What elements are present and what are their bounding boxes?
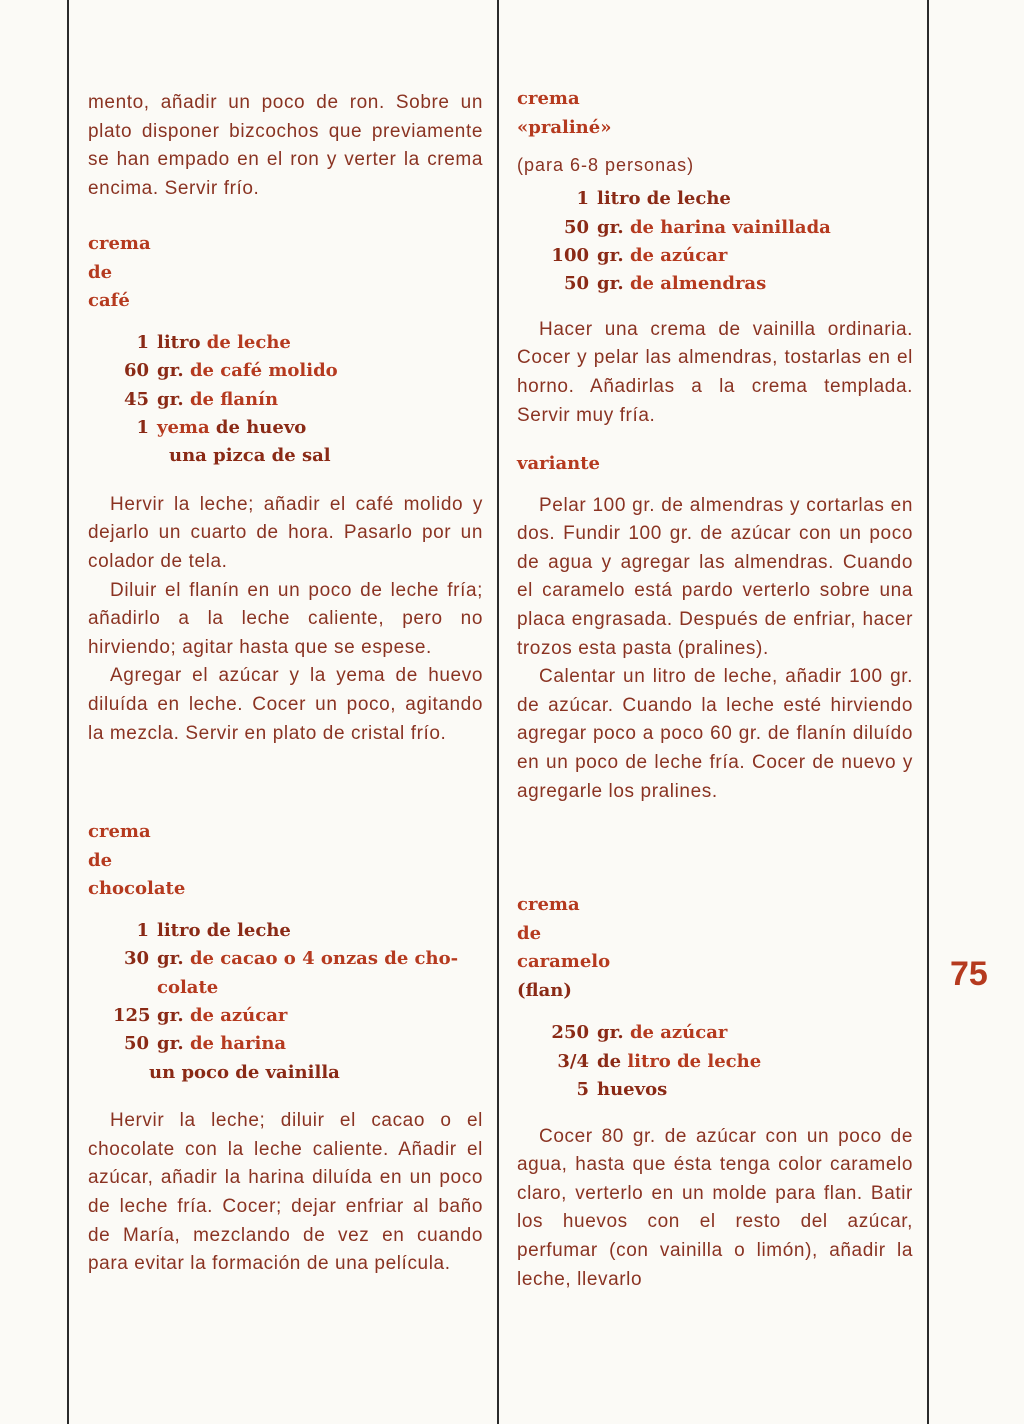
ingredient-name: de leche (206, 331, 291, 353)
ingredient-text (149, 357, 338, 385)
ingredient-unit: huevos (597, 1079, 668, 1101)
ingredient-list (517, 1019, 913, 1104)
ingredient-qty: 60 (123, 360, 149, 382)
ingredient-row (113, 917, 483, 945)
ingredient-list (88, 329, 483, 471)
ingredient-text (149, 1002, 287, 1030)
title-line: variante (517, 453, 600, 474)
title-line: chocolate (88, 878, 186, 900)
ingredient-name: de flanín (189, 388, 279, 410)
method-paragraph: Agregar el azúcar y la yema de huevo diluída en leche. Cocer un poco, agitando la mezcla. Servir en plato de cristal frío. (88, 665, 483, 744)
ingredient-qty: 50 (563, 273, 589, 295)
left-column-rule (67, 0, 69, 1424)
ingredient-name: pizca de sal (213, 445, 331, 467)
page-number: 75 (950, 955, 988, 993)
recipe-crema-praline (517, 85, 913, 430)
ingredient-text (589, 214, 831, 242)
title-line: crema (517, 894, 580, 915)
recipe-title (517, 891, 913, 1005)
ingredient-unit: un (149, 1061, 176, 1083)
recipe-variante (517, 450, 913, 806)
ingredient-qty: 30 (123, 948, 149, 970)
continuation-text: mento, añadir un poco de ron. Sobre un plato disponer bizcochos que previamente se han empado en el ron y verter la crema encima. Servir frío. (88, 92, 483, 199)
ingredient-unit: litro (157, 331, 201, 353)
ingredient-text (149, 386, 278, 414)
ingredient-unit: gr. (157, 388, 184, 410)
ingredient-row (113, 974, 483, 1002)
ingredient-name: de huevo (215, 417, 307, 438)
ingredient-row (113, 357, 483, 385)
ingredient-unit: litro (597, 188, 641, 210)
ingredient-row (113, 945, 483, 973)
title-line: café (88, 290, 130, 312)
ingredient-name: de almendras (629, 273, 767, 295)
center-column-rule (497, 0, 499, 1424)
ingredient-name: de harina vainillada (629, 216, 831, 238)
ingredient-qty: 1 (136, 331, 149, 353)
ingredient-text (589, 242, 727, 270)
recipe-title (88, 818, 483, 904)
title-line: «praliné» (517, 116, 612, 138)
ingredient-text (149, 917, 291, 945)
ingredient-name: de azúcar (629, 245, 728, 266)
ingredient-row (113, 329, 483, 357)
title-line: caramelo (517, 951, 611, 973)
recipe-crema-de-chocolate (88, 818, 483, 1279)
recipe-method (517, 316, 913, 430)
ingredient-unit: gr. (597, 1022, 624, 1044)
ingredient-text (149, 974, 218, 1002)
ingredient-text (149, 945, 458, 973)
recipe-method (88, 1107, 483, 1279)
ingredient-row (537, 1076, 913, 1104)
ingredient-name: colate (157, 976, 219, 998)
ingredient-list (88, 917, 483, 1087)
ingredient-qty: 125 (113, 1005, 151, 1026)
ingredient-name: de cacao o 4 onzas de cho- (189, 948, 459, 970)
ingredient-qty: 45 (123, 388, 149, 410)
ingredient-unit: gr. (597, 216, 624, 238)
recipe-title (88, 230, 483, 316)
ingredient-qty (113, 974, 149, 1002)
method-paragraph: Hervir la leche; añadir el café molido y dejarlo un cuarto de hora. Pasarlo por un colador de tela. (88, 493, 483, 572)
ingredient-name: de leche (206, 919, 291, 941)
ingredient-unit: gr. (157, 948, 184, 970)
method-paragraph: Cocer 80 gr. de azúcar con un poco de agua, hasta que ésta tenga color caramelo claro, verterlo en un molde para flan. Batir los huevos con el resto del azúcar, perfumar (con vainilla o limón), añadir la leche, llevarlo (517, 1125, 913, 1290)
ingredient-unit: gr. (157, 360, 184, 382)
ingredient-row (113, 442, 483, 470)
ingredient-row (113, 1002, 483, 1030)
ingredient-row (113, 386, 483, 414)
ingredient-name: poco de vainilla (181, 1061, 340, 1083)
ingredient-qty: 250 (551, 1022, 589, 1044)
ingredient-text (589, 1076, 667, 1104)
ingredient-qty: 1 (136, 919, 149, 941)
ingredient-name: de azúcar (629, 1022, 728, 1044)
ingredient-unit: litro (157, 919, 201, 941)
ingredient-row (537, 185, 913, 213)
ingredient-text (589, 1019, 727, 1047)
ingredient-name: litro de leche (627, 1050, 762, 1072)
ingredient-qty: 100 (551, 245, 589, 266)
ingredient-unit: de (597, 1050, 622, 1072)
title-line: crema (88, 821, 151, 842)
ingredient-unit: gr. (157, 1005, 184, 1026)
ingredient-qty: 1 (576, 188, 589, 210)
recipe-method (517, 1123, 913, 1295)
ingredient-row (113, 414, 483, 442)
title-line: de (517, 922, 542, 944)
recipe-crema-de-cafe (88, 230, 483, 748)
ingredient-name: de azúcar (189, 1005, 288, 1026)
ingredient-row (537, 1048, 913, 1076)
method-paragraph: Hervir la leche; diluir el cacao o el chocolate con la leche caliente. Añadir el azúcar, añadir la harina diluída en un poco de leche fría. Cocer; dejar enfriar al baño de María, mezclando de vez en cuando para evitar la formación de una película. (88, 1110, 483, 1275)
title-line: crema (88, 233, 151, 254)
ingredient-qty: 50 (123, 1033, 149, 1055)
method-paragraph: Diluir el flanín en un poco de leche fría; añadirlo a la leche caliente, pero no hirviendo; agitar hasta que se espese. (88, 579, 483, 658)
recipe-method (88, 491, 483, 748)
ingredient-qty: 1 (136, 417, 149, 438)
ingredient-text (589, 270, 766, 298)
ingredient-row (113, 1030, 483, 1058)
ingredient-row (537, 1019, 913, 1047)
ingredient-unit: gr. (157, 1033, 184, 1055)
servings-note: (para 6-8 personas) (517, 155, 695, 176)
ingredient-text (149, 414, 306, 442)
ingredient-unit: yema (157, 417, 210, 438)
recipe-title (517, 85, 913, 142)
method-paragraph: Pelar 100 gr. de almendras y cortarlas en dos. Fundir 100 gr. de azúcar con un poco de agua y agregar las almendras. Cuando el caramelo está pardo verterlo sobre una placa engrasada. Después de enfriar, hacer trozos esta pasta (pralines). (517, 494, 913, 659)
ingredient-name: de leche (646, 188, 731, 210)
ingredient-row (113, 1059, 483, 1087)
ingredient-text (589, 1048, 761, 1076)
ingredient-list (517, 185, 913, 299)
ingredient-text (589, 185, 731, 213)
ingredient-text (149, 1030, 286, 1058)
ingredient-text (149, 329, 291, 357)
title-line: (flan) (517, 979, 572, 1001)
recipe-method (517, 492, 913, 807)
ingredient-row (537, 242, 913, 270)
recipe-crema-de-caramelo (517, 891, 913, 1294)
title-line: crema (517, 88, 580, 109)
method-paragraph: Hacer una crema de vainilla ordinaria. Cocer y pelar las almendras, tostarlas en el horno. Añadirlas a la crema templada. Servir muy fría. (517, 318, 913, 426)
ingredient-unit: gr. (597, 245, 624, 266)
ingredient-qty: 5 (576, 1079, 589, 1101)
title-line: de (88, 261, 113, 283)
right-column-rule (927, 0, 929, 1424)
ingredient-name: de café molido (189, 360, 338, 382)
ingredient-name: de harina (189, 1033, 287, 1055)
title-line: de (88, 849, 113, 871)
ingredient-unit: gr. (597, 273, 624, 295)
ingredient-row (537, 214, 913, 242)
ingredient-qty: 50 (563, 216, 589, 238)
ingredient-row (537, 270, 913, 298)
ingredient-unit: una (169, 445, 207, 467)
ingredient-qty: 3/4 (557, 1050, 589, 1072)
method-paragraph: Calentar un litro de leche, añadir 100 gr. de azúcar. Cuando la leche esté hirviendo agregar poco a poco 60 gr. de flanín diluído en un poco de leche fría. Cocer de nuevo y agregarle los pralines. (517, 666, 913, 802)
